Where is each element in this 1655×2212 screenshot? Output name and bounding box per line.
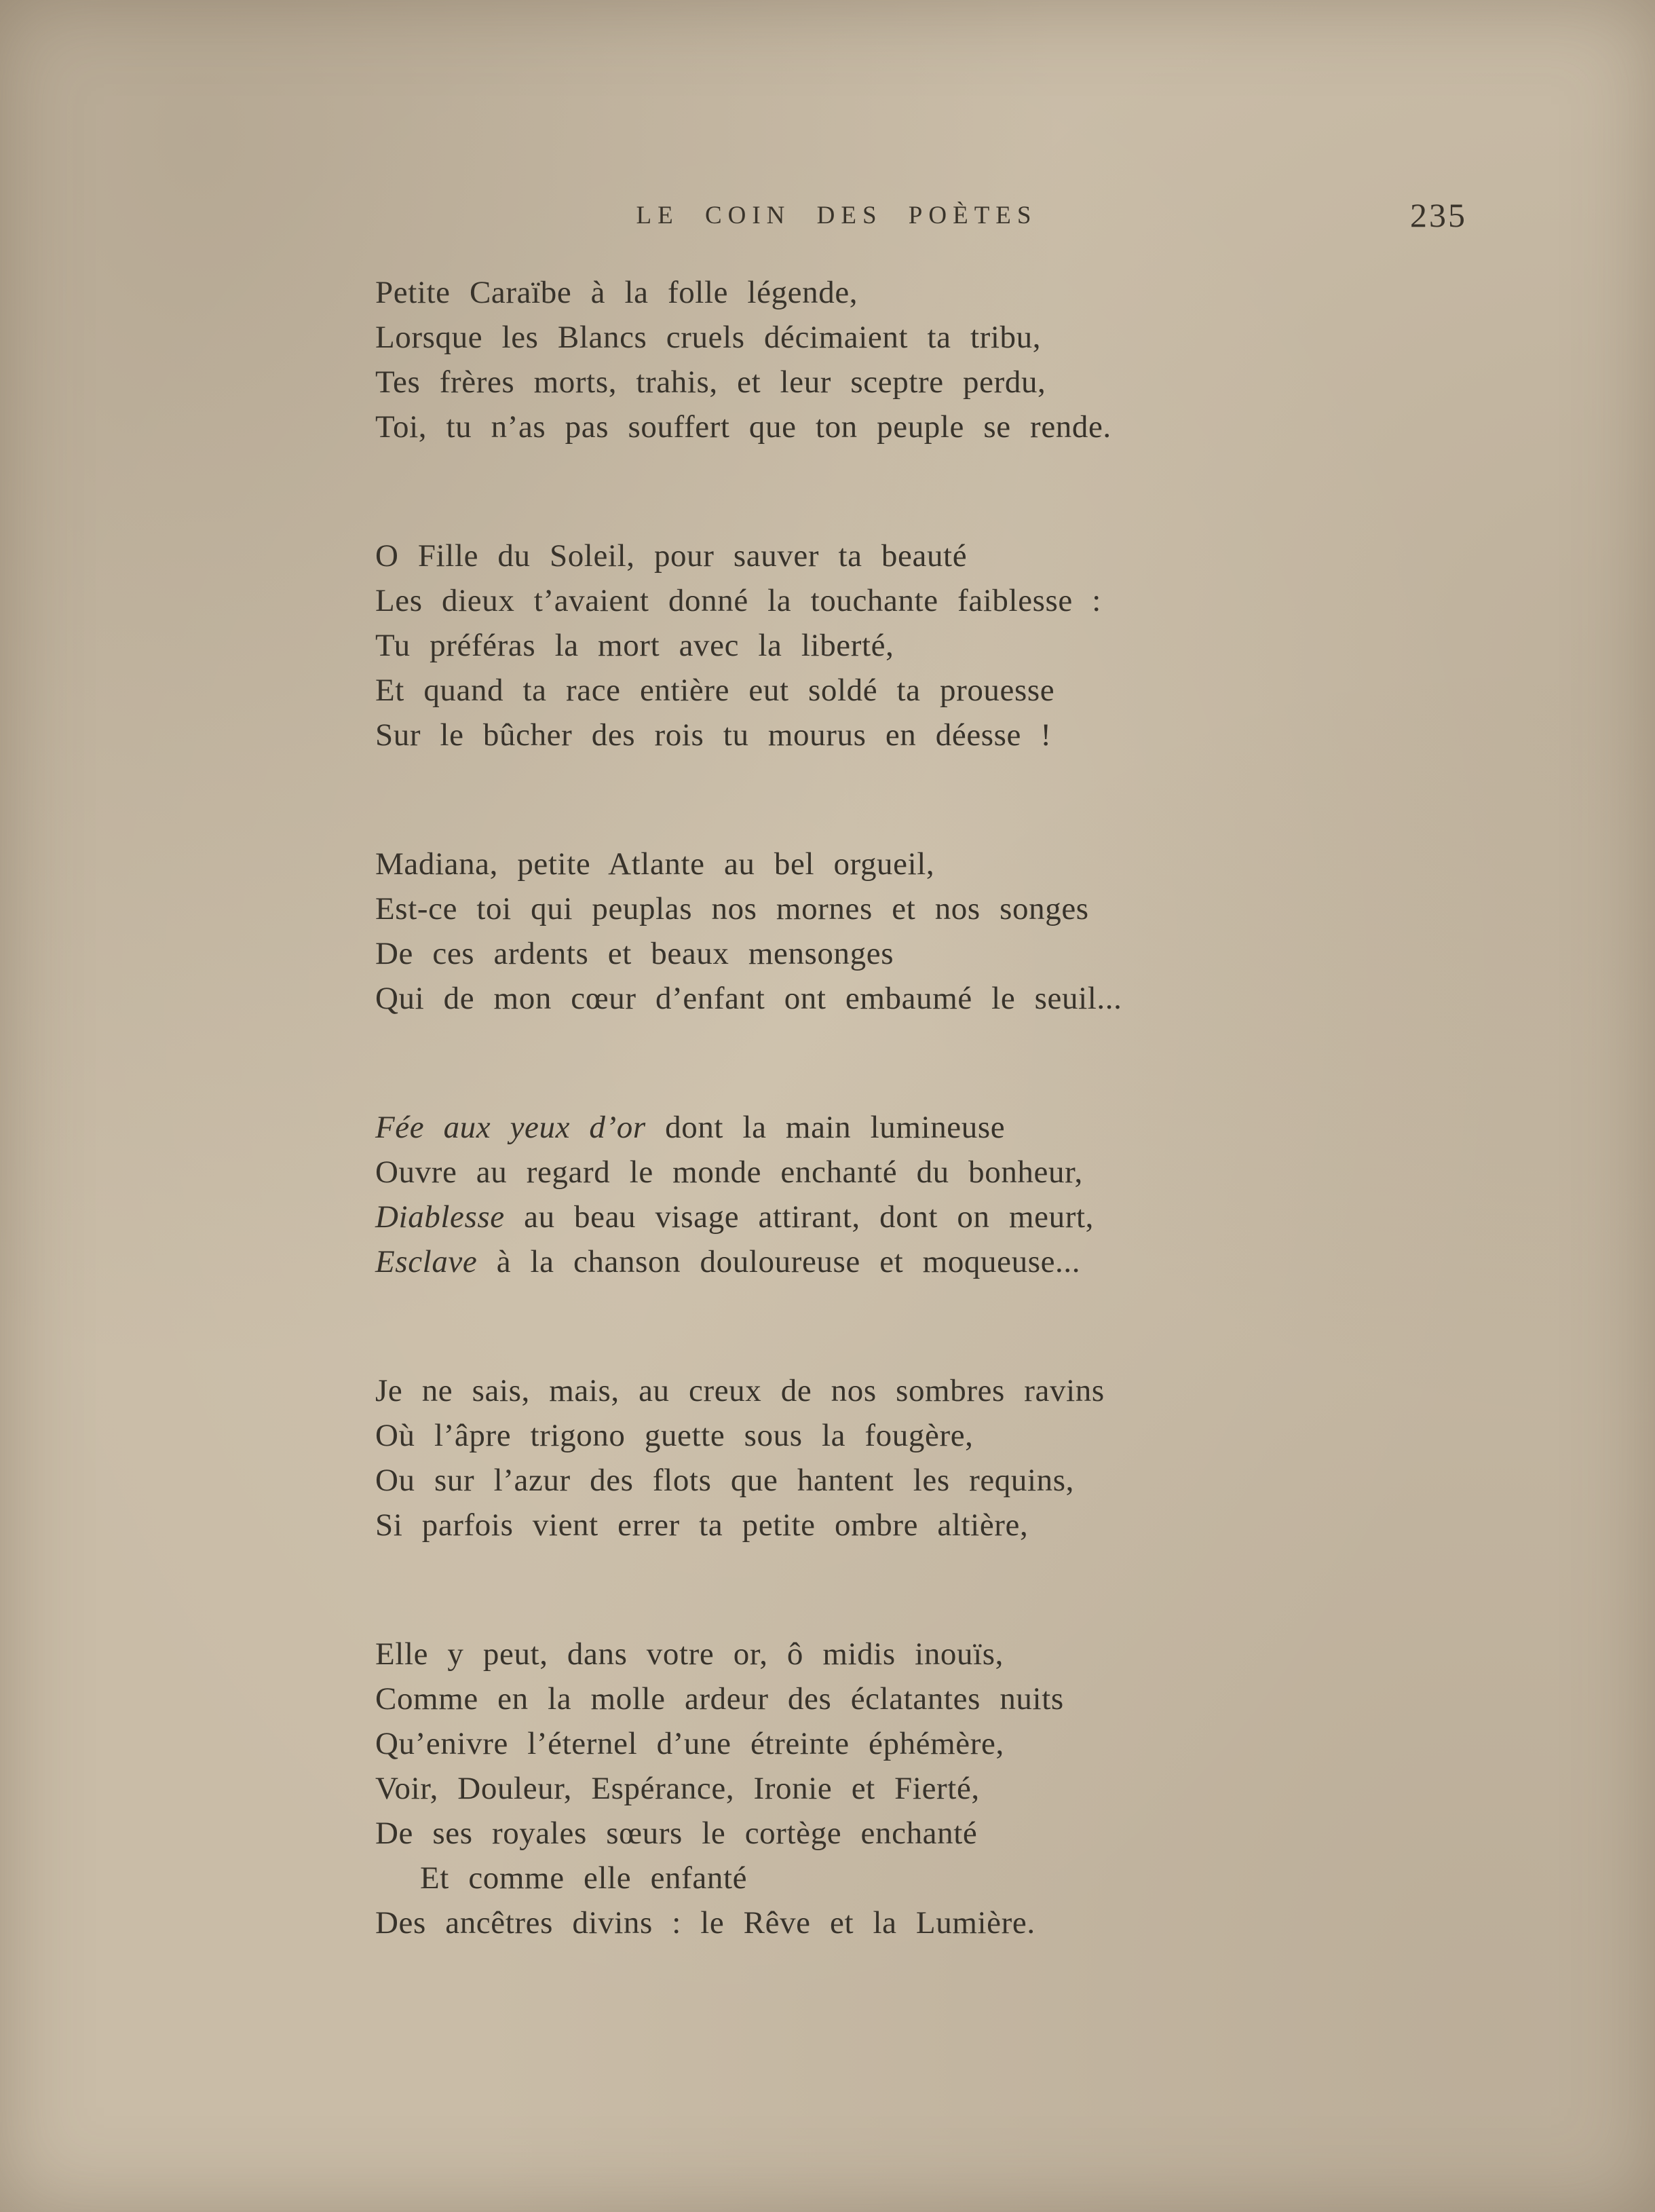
poem-line-segment: Ou sur l’azur des flots que hantent les requins, bbox=[375, 1463, 1074, 1498]
poem-line-segment: Si parfois vient errer ta petite ombre altière, bbox=[375, 1507, 1029, 1543]
poem-line bbox=[375, 931, 1529, 976]
poem-line-segment: Sur le bûcher des rois tu mourus en déesse ! bbox=[375, 717, 1052, 753]
poem-line-segment: dont la main lumineuse bbox=[645, 1110, 1006, 1145]
poem-line bbox=[375, 1239, 1529, 1284]
poem-line bbox=[375, 886, 1529, 931]
poem-line bbox=[375, 1856, 1529, 1900]
poem-line-segment: Et quand ta race entière eut soldé ta prouesse bbox=[375, 673, 1055, 708]
poem-line-segment: De ces ardents et beaux mensonges bbox=[375, 936, 894, 971]
poem-line-segment: Voir, Douleur, Espérance, Ironie et Fierté, bbox=[375, 1771, 980, 1806]
poem-line-segment: Et comme elle enfanté bbox=[420, 1860, 748, 1896]
poem-line-segment: Les dieux t’avaient donné la touchante faiblesse : bbox=[375, 583, 1101, 618]
poem-line bbox=[375, 1368, 1529, 1413]
poem-line-segment: Où l’âpre trigono guette sous la fougère, bbox=[375, 1418, 974, 1453]
poem-stanza bbox=[375, 533, 1529, 757]
poem-line-segment: Tu préféras la mort avec la liberté, bbox=[375, 628, 894, 663]
poem-line-segment: Tes frères morts, trahis, et leur sceptre perdu, bbox=[375, 364, 1046, 400]
poem-line bbox=[375, 1413, 1529, 1458]
running-header: LE COIN DES POÈTES bbox=[636, 202, 1038, 229]
poem-line-segment: Petite Caraïbe à la folle légende, bbox=[375, 275, 858, 310]
poem-line-segment: Lorsque les Blancs cruels décimaient ta tribu, bbox=[375, 320, 1042, 355]
poem-line bbox=[375, 713, 1529, 757]
poem-line bbox=[375, 1503, 1529, 1548]
poem-stanza bbox=[375, 1368, 1529, 1548]
poem-line-segment: Toi, tu n’as pas souffert que ton peuple se rende. bbox=[375, 409, 1111, 445]
poem-line bbox=[375, 315, 1529, 360]
poem-line bbox=[375, 533, 1529, 578]
poem-line bbox=[375, 1721, 1529, 1766]
poem-line-segment: Comme en la molle ardeur des éclatantes nuits bbox=[375, 1681, 1064, 1717]
poem-line-segment: Ouvre au regard le monde enchanté du bonheur, bbox=[375, 1155, 1083, 1190]
poem-stanza bbox=[375, 270, 1529, 449]
poem-stanza bbox=[375, 842, 1529, 1021]
poem-line bbox=[375, 1632, 1529, 1676]
poem-line bbox=[375, 1105, 1529, 1150]
poem-line-segment: O Fille du Soleil, pour sauver ta beauté bbox=[375, 538, 968, 574]
poem-line bbox=[375, 842, 1529, 886]
poem-line bbox=[375, 1676, 1529, 1721]
poem-line-segment: au beau visage attirant, dont on meurt, bbox=[504, 1199, 1094, 1235]
poem-line bbox=[375, 578, 1529, 623]
poem-line-segment: Qu’enivre l’éternel d’une étreinte éphémère, bbox=[375, 1726, 1004, 1761]
poem-line bbox=[375, 1766, 1529, 1811]
poem bbox=[375, 270, 1529, 2029]
poem-line-segment: De ses royales sœurs le cortège enchanté bbox=[375, 1816, 978, 1851]
poem-line-segment: Qui de mon cœur d’enfant ont embaumé le seuil... bbox=[375, 981, 1122, 1016]
page-number: 235 bbox=[1410, 196, 1467, 234]
poem-line-segment: Je ne sais, mais, au creux de nos sombres ravins bbox=[375, 1373, 1105, 1408]
poem-line-segment-italic: Esclave bbox=[375, 1244, 478, 1279]
poem-line bbox=[375, 360, 1529, 405]
poem-line bbox=[375, 1195, 1529, 1239]
poem-line bbox=[375, 1150, 1529, 1195]
poem-line-segment: Des ancêtres divins : le Rêve et la Lumière. bbox=[375, 1905, 1035, 1941]
poem-line-segment: Elle y peut, dans votre or, ô midis inouïs, bbox=[375, 1636, 1004, 1672]
poem-line bbox=[375, 976, 1529, 1021]
poem-line-segment-italic: Fée aux yeux d’or bbox=[375, 1110, 646, 1145]
poem-line-segment-italic: Diablesse bbox=[375, 1199, 505, 1235]
poem-line bbox=[375, 668, 1529, 713]
poem-line bbox=[375, 1900, 1529, 1945]
poem-stanza bbox=[375, 1105, 1529, 1284]
poem-stanza bbox=[375, 1632, 1529, 1945]
poem-line-segment: Est-ce toi qui peuplas nos mornes et nos songes bbox=[375, 891, 1089, 926]
poem-line bbox=[375, 405, 1529, 449]
poem-line bbox=[375, 1458, 1529, 1503]
poem-line-segment: à la chanson douloureuse et moqueuse... bbox=[477, 1244, 1081, 1279]
poem-line bbox=[375, 1811, 1529, 1856]
poem-line bbox=[375, 623, 1529, 668]
poem-line-segment: Madiana, petite Atlante au bel orgueil, bbox=[375, 846, 935, 882]
poem-line bbox=[375, 270, 1529, 315]
